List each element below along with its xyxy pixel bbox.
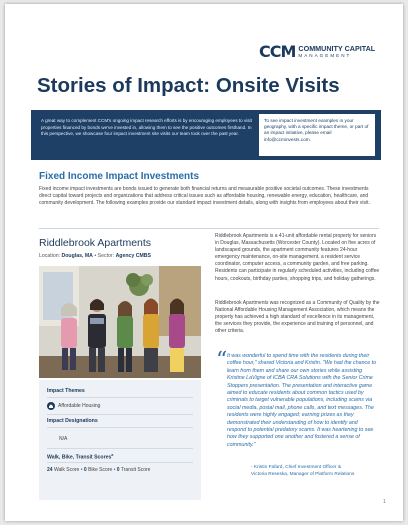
page-number: 1 bbox=[383, 499, 386, 505]
document-page bbox=[5, 4, 403, 521]
bike-score-label: Bike Score bbox=[88, 467, 113, 473]
property-sector: Agency CMBS bbox=[115, 253, 152, 259]
section-intro: Fixed income impact investments are bonds issued to generate both financial returns and measurable positive societal outcomes. These investments direct capital toward projects and organizations that address critical issues such as affordable housing, renewable energy, education, healthcare, and community development. The following examples provide our standard impact investment details, along with insights from employees about their visit. bbox=[39, 186, 370, 206]
site-visit-photo bbox=[39, 266, 201, 378]
impact-theme-row bbox=[47, 402, 100, 410]
page-title: Stories of Impact: Onsite Visits bbox=[37, 74, 340, 97]
employee-quote: It was wonderful to spend time with the residents during their coffee hour," shared Victoria and Kristin. "We had the chance to learn from them and share our own stories while assisting Kristine LaVigne of ICBA CRA Solutions with the Senior Crime Stoppers presentation. The presentation and interactive game aimed to educate residents about common tactics used by criminals to target vulnerable populations, including scams via social media, postal mail, phone calls, and text messages. The residents were highly engaged; earning prizes as they demonstrated their understanding of how to identify and respond to potential predatory scams. It was heartening to see how they supported one another and fostered a sense of community." bbox=[227, 353, 377, 448]
impact-theme-value: Affordable Housing bbox=[58, 403, 101, 409]
quote-attribution: - Kristin Fafard, Chief Investment Officer & Victoria Reseska, Manager of Platform Relations bbox=[251, 465, 355, 477]
bike-score-value: 0 bbox=[83, 467, 87, 473]
ccm-logo bbox=[259, 42, 375, 61]
transit-scores-row: 24 Walk Score • 0 Bike Score • 0 Transit Score bbox=[47, 467, 151, 473]
logo-mark: CCM bbox=[259, 42, 296, 61]
impact-themes-heading: Impact Themes bbox=[47, 388, 85, 394]
logo-line1: COMMUNITY CAPITAL bbox=[298, 43, 376, 53]
transit-score-label: Transit Score bbox=[120, 467, 151, 473]
section-heading: Fixed Income Impact Investments bbox=[39, 171, 200, 182]
property-recognition: Riddlebrook Apartments was recognized as a Community of Quality by the National Affordable Housing Management Association, which means the property has achieved a high standard of excellence in its management, the services they provide, the experience and training of personnel, and other criteria. bbox=[215, 300, 380, 335]
quote-mark-icon: “ bbox=[216, 348, 228, 373]
property-description: Riddlebrook Apartments is a 41-unit affordable rental property for seniors in Douglas, Massachusetts (Worcester County). Located on five acres of landscaped grounds, the apartment community features 24-hour emergency maintenance, on-site management, a resident service coordinator, computer access, a community garden, and free parking. Residents can participate in regularly scheduled activities, including coffee hours, cookouts, birthday parties, shopping trips, and holiday gatherings. bbox=[215, 233, 380, 282]
property-meta: Location: Douglas, MA • Sector: Agency CMBS bbox=[39, 253, 152, 259]
section-divider bbox=[39, 228, 379, 229]
intro-banner bbox=[31, 110, 381, 160]
logo-line2: MANAGEMENT bbox=[298, 52, 352, 58]
contact-callout: To see impact investment examples in your geography, with a specific impact theme, or part of an impact initiative, please email info@ccminvests.com. bbox=[259, 114, 375, 156]
transit-score-value: 0 bbox=[116, 467, 120, 473]
impact-details-panel bbox=[39, 380, 201, 500]
walk-score-value: 24 bbox=[47, 467, 53, 473]
impact-designations-heading: Impact Designations bbox=[47, 418, 98, 424]
walk-score-label: Walk Score bbox=[53, 467, 80, 473]
house-icon bbox=[47, 402, 55, 410]
property-name: Riddlebrook Apartments bbox=[39, 237, 152, 249]
scores-heading: Walk, Bike, Transit Scores$^a$ bbox=[47, 453, 114, 461]
property-location: Douglas, MA bbox=[61, 253, 93, 259]
group-photo-illustration bbox=[39, 266, 201, 378]
banner-text: A great way to complement CCM's ongoing impact research efforts is by encouraging employees to visit properties financed by bonds we've invested in, allowing them to see the positive outcomes firsthand. In this perspective, we showcase four impact investment site visits our team took over the past year. bbox=[41, 118, 252, 137]
impact-designations-value: N/A bbox=[59, 436, 68, 442]
